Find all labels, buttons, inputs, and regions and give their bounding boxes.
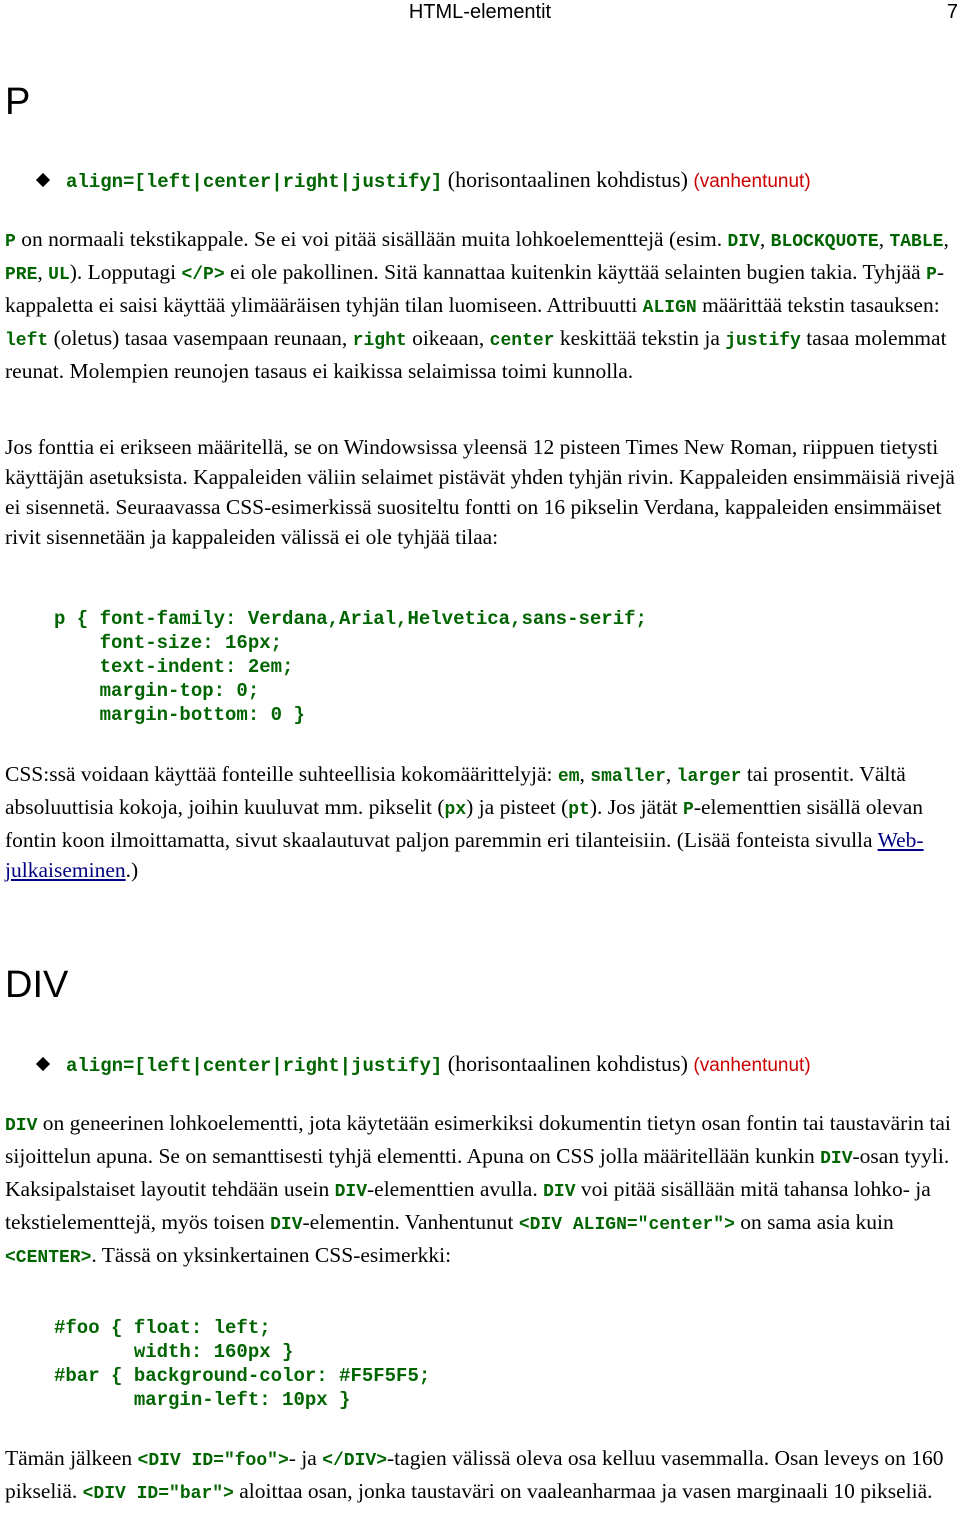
- text-run: ,: [37, 260, 49, 284]
- inline-code: smaller: [590, 767, 666, 787]
- text-run: -kappaletta ei saisi käyttää ylimääräisen tyhjän tilan luomiseen. Attribuutti: [5, 260, 945, 317]
- inline-code: DIV: [5, 1116, 38, 1136]
- inline-code: P: [926, 265, 937, 285]
- align-attr-desc: (horisontaalinen kohdistus): [442, 1051, 694, 1076]
- text-run: tai prosentit. Vältä absoluuttisia kokoja, joihin kuuluvat mm. pikselit (: [5, 762, 906, 819]
- text-run: ). Jos jätät: [589, 795, 683, 819]
- text-run: on sama asia kuin: [734, 1210, 894, 1234]
- text-run: Tämän jälkeen: [5, 1446, 138, 1470]
- text-run: on normaali tekstikappale. Se ei voi pitää sisällään muita lohkoelementtejä (esim.: [15, 227, 728, 251]
- text-run: (oletus) tasaa vasempaan reunaan,: [48, 326, 353, 350]
- section-heading-div: DIV: [5, 964, 69, 1006]
- inline-code: </DIV>: [322, 1451, 388, 1471]
- inline-code: BLOCKQUOTE: [770, 232, 879, 252]
- page-number: 7: [946, 1, 958, 23]
- bullet-icon: [36, 173, 50, 187]
- inline-code: DIV: [270, 1215, 303, 1235]
- text-run: määrittää tekstin tasauksen:: [696, 293, 940, 317]
- text-run: tasaa molemmat reunat. Molempien reunojen tasaus ei kaikissa selaimissa toimi kunnolla.: [5, 326, 947, 383]
- text-run: ,: [878, 227, 890, 251]
- inline-code: right: [352, 331, 407, 351]
- text-run: Jos fonttia ei erikseen määritellä, se on Windowsissa yleensä 12 pisteen Times New Roman, riippuen tietysti käyttäjän asetuksista. Kappaleiden väliin selaimet pistävät yhden tyhjän rivin. Kappaleiden ensimmäisiä rivejä ei sisennetä. Seuraavassa CSS-esimerkissä suositeltu fontti on 16 pikselin Verdana, kappaleiden ensimmäiset rivit sisennetään ja kappaleiden välissä ei ole tyhjää tilaa:: [5, 435, 955, 549]
- inline-code: DIV: [727, 232, 760, 252]
- text-run: ). Lopputagi: [69, 260, 182, 284]
- text-run: aloittaa osan, jonka taustaväri on vaaleanharmaa ja vasen marginaali 10 pikseliä.: [233, 1479, 933, 1503]
- p-css-example: p { font-family: Verdana,Arial,Helvetica,sans-serif; font-size: 16px; text-indent: 2em; margin-top: 0; margin-bottom: 0 }: [54, 608, 647, 726]
- text-run: .): [125, 858, 139, 882]
- text-run: -elementtien sisällä olevan fontin koon ilmoittamatta, sivut skaalautuvat paljon paremmin eri tilanteisiin. (Lisää fonteista sivulla: [5, 795, 924, 852]
- inline-code: left: [5, 331, 49, 351]
- inline-code: P: [683, 800, 694, 820]
- inline-code: <DIV ID="foo">: [137, 1451, 289, 1471]
- p-description-paragraph: [5, 224, 955, 386]
- div-css-example: #foo { float: left; width: 160px } #bar { background-color: #F5F5F5; margin-left: 10px }: [54, 1317, 431, 1411]
- align-attr-code: align=[left|center|right|justify]: [66, 171, 443, 193]
- text-run: voi pitää sisällään mitä tahansa lohko- ja tekstielementtejä, myös toisen: [5, 1177, 931, 1234]
- text-run: -osan tyyli. Kaksipalstaiset layoutit tehdään usein: [5, 1144, 950, 1201]
- inline-code: </P>: [181, 265, 225, 285]
- text-run: -elementtien avulla.: [367, 1177, 544, 1201]
- text-run: ) ja pisteet (: [466, 795, 569, 819]
- text-run: keskittää tekstin ja: [554, 326, 726, 350]
- text-run: oikeaan,: [406, 326, 490, 350]
- inline-code: px: [444, 800, 467, 820]
- text-run: on geneerinen lohkoelementti, jota käytetään esimerkiksi dokumentin tietyn osan fontin tai taustavärin tai sijoittelun apuna. Se on semanttisesti tyhjä elementti. Apuna on CSS jolla määritellään kunkin: [5, 1111, 951, 1168]
- document-title: HTML-elementit: [408, 1, 552, 23]
- bullet-icon: [36, 1057, 50, 1071]
- text-run: ,: [943, 227, 949, 251]
- div-description-paragraph: [5, 1108, 955, 1273]
- deprecated-note: (vanhentunut): [693, 171, 811, 192]
- inline-code: justify: [725, 331, 801, 351]
- inline-code: <CENTER>: [5, 1248, 92, 1268]
- inline-code: DIV: [820, 1149, 853, 1169]
- inline-code: UL: [48, 265, 70, 285]
- deprecated-note: (vanhentunut): [693, 1055, 811, 1076]
- section-heading-p: P: [5, 81, 31, 123]
- text-run: -elementin. Vanhentunut: [302, 1210, 519, 1234]
- div-usage-paragraph: [5, 1443, 955, 1509]
- text-run: -tagien välissä oleva osa kelluu vasemmalla. Osan leveys on 160 pikseliä.: [5, 1446, 944, 1503]
- inline-code: DIV: [543, 1182, 576, 1202]
- text-run: ,: [759, 227, 771, 251]
- text-run: CSS:ssä voidaan käyttää fonteille suhteellisia kokomäärittelyjä:: [5, 762, 558, 786]
- inline-code: TABLE: [889, 232, 944, 252]
- text-run: ,: [579, 762, 591, 786]
- p-font-paragraph: [5, 432, 955, 552]
- inline-code: PRE: [5, 265, 38, 285]
- inline-code: <DIV ID="bar">: [82, 1484, 234, 1504]
- text-run: ei ole pakollinen. Sitä kannattaa kuitenkin käyttää selainten bugien takia. Tyhjää: [224, 260, 927, 284]
- web-julkaiseminen-link[interactable]: Web-julkaiseminen: [5, 828, 924, 882]
- text-run: - ja: [288, 1446, 323, 1470]
- text-run: . Tässä on yksinkertainen CSS-esimerkki:: [91, 1243, 452, 1267]
- inline-code: center: [489, 331, 555, 351]
- inline-code: pt: [568, 800, 590, 820]
- inline-code: ALIGN: [642, 298, 697, 318]
- align-attr-desc: (horisontaalinen kohdistus): [442, 167, 694, 192]
- text-run: ,: [665, 762, 677, 786]
- inline-code: DIV: [334, 1182, 367, 1202]
- p-relative-size-paragraph: [5, 759, 955, 885]
- inline-code: <DIV ALIGN="center">: [518, 1215, 735, 1235]
- p-align-attribute: [38, 166, 811, 196]
- inline-code: larger: [676, 767, 742, 787]
- inline-code: P: [5, 232, 16, 252]
- inline-code: em: [557, 767, 580, 787]
- align-attr-code: align=[left|center|right|justify]: [66, 1055, 443, 1077]
- page-header: [0, 0, 960, 26]
- div-align-attribute: [38, 1050, 811, 1080]
